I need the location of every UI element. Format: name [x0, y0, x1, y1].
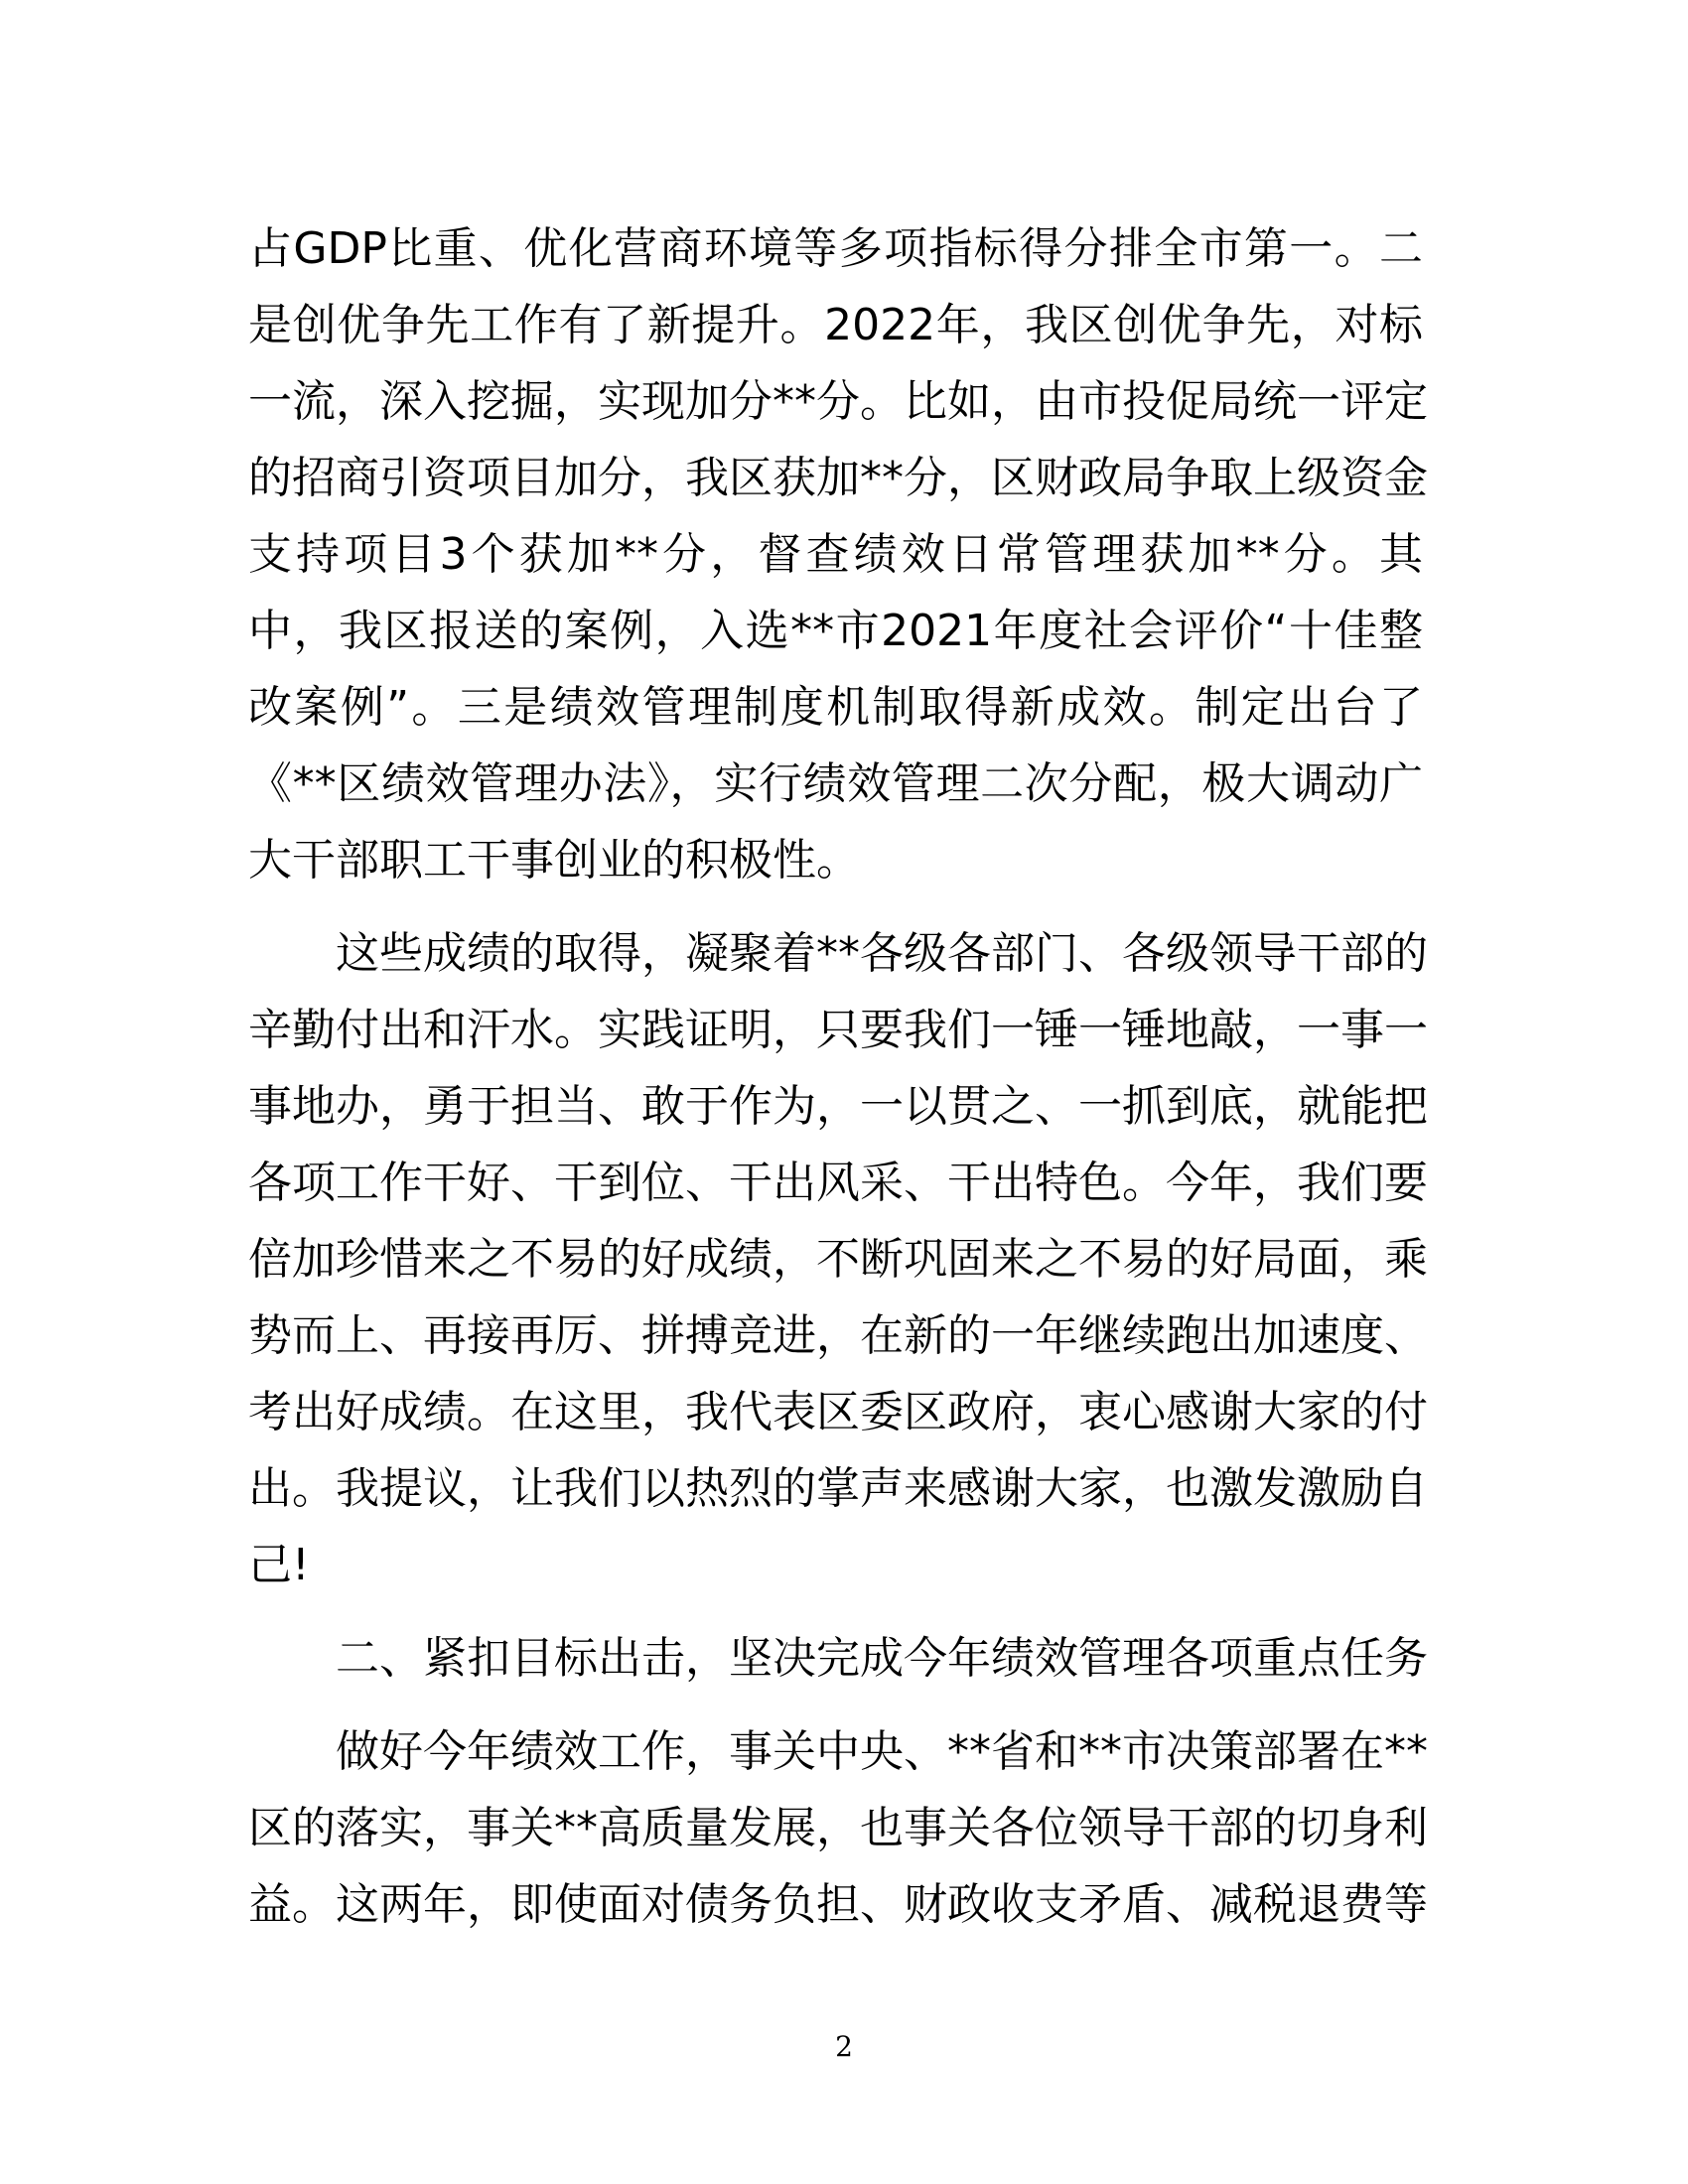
text-line: 《**区绩效管理办法》，实行绩效管理二次分配，极大调动广 — [248, 758, 1423, 809]
text-line: 二、紧扣目标出击，坚决完成今年绩效管理各项重点任务 — [336, 1633, 1428, 1684]
text-line: 占GDP比重、优化营商环境等多项指标得分排全市第一。二 — [248, 223, 1423, 274]
text-line: 大干部职工干事创业的积极性。 — [248, 835, 860, 886]
text-line: 辛勤付出和汗水。实践证明，只要我们一锤一锤地敲，一事一 — [248, 1005, 1428, 1055]
page-number: 2 — [835, 2030, 853, 2063]
text-line: 中，我区报送的案例，入选**市2021年度社会评价“十佳整 — [248, 606, 1423, 656]
text-line: 出。我提议，让我们以热烈的掌声来感谢大家，也激发激励自 — [248, 1463, 1428, 1514]
text-line: 支持项目3个获加**分，督查绩效日常管理获加**分。其 — [248, 529, 1423, 580]
document-body — [248, 210, 1428, 1960]
paragraph — [248, 1713, 1428, 1943]
text-line: 改案例”。三是绩效管理制度机制取得新成效。制定出台了 — [248, 682, 1423, 733]
text-line: 事地办，勇于担当、敢于作为，一以贯之、一抓到底，就能把 — [248, 1081, 1428, 1132]
text-line: 的招商引资项目加分，我区获加**分，区财政局争取上级资金 — [248, 453, 1428, 503]
text-line: 区的落实，事关**高质量发展，也事关各位领导干部的切身利 — [248, 1803, 1428, 1853]
text-line: 考出好成绩。在这里，我代表区委区政府，衷心感谢大家的付 — [248, 1387, 1428, 1437]
section-heading — [248, 1620, 1428, 1697]
text-line: 势而上、再接再厉、拼搏竞进，在新的一年继续跑出加速度、 — [248, 1310, 1428, 1361]
paragraph — [248, 915, 1428, 1603]
text-line: 做好今年绩效工作，事关中央、**省和**市决策部署在** — [336, 1726, 1428, 1777]
text-line: 这些成绩的取得，凝聚着**各级各部门、各级领导干部的 — [336, 928, 1428, 979]
text-line: 倍加珍惜来之不易的好成绩，不断巩固来之不易的好局面，乘 — [248, 1234, 1428, 1285]
text-line: 己! — [248, 1540, 310, 1590]
text-line: 各项工作干好、干到位、干出风采、干出特色。今年，我们要 — [248, 1158, 1428, 1208]
text-line: 一流，深入挖掘，实现加分**分。比如，由市投促局统一评定 — [248, 376, 1428, 427]
paragraph — [248, 210, 1428, 898]
text-line: 是创优争先工作有了新提升。2022年，我区创优争先，对标 — [248, 300, 1423, 350]
text-line: 益。这两年，即使面对债务负担、财政收支矛盾、减税退费等 — [248, 1879, 1428, 1930]
